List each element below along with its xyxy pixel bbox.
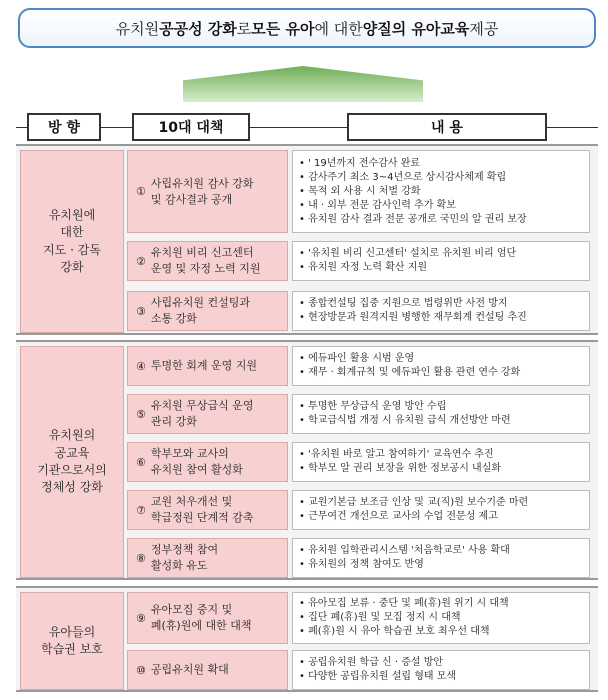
measure-label: 사립유치원 감사 강화 및 감사결과 공개 bbox=[150, 176, 254, 206]
measure-number: ② bbox=[136, 254, 146, 268]
measure-number: ⑦ bbox=[136, 503, 146, 517]
measure-number: ③ bbox=[136, 304, 146, 318]
content-point: • '유치원 바로 알고 참여하기' 교육연수 추진 bbox=[299, 448, 589, 462]
measure-item bbox=[127, 394, 288, 434]
content-point: • 현장방문과 원격지원 병행한 재무회계 컨설팅 추진 bbox=[299, 311, 589, 325]
measure-number: ① bbox=[136, 185, 146, 198]
title-part: 에 대한 bbox=[314, 19, 363, 38]
content-point: • 유치원 감사 결과 전문 공개로 국민의 알 권리 보장 bbox=[299, 213, 589, 227]
content-point: • 폐(휴)원 시 유아 학습권 보호 최우선 대책 bbox=[299, 625, 589, 639]
measure-item bbox=[127, 241, 288, 281]
content-point: • ' 19년까지 전수감사 완료 bbox=[299, 157, 589, 171]
content-box bbox=[292, 538, 590, 578]
direction-group bbox=[16, 340, 598, 580]
content-box bbox=[292, 592, 590, 644]
measure-number: ⑧ bbox=[136, 551, 146, 565]
content-point: • '유치원 비리 신고센터' 설치로 유치원 비리 엄단 bbox=[299, 247, 589, 261]
content-point: • 교원기본급 보조금 인상 및 교(직)원 보수기준 마련 bbox=[299, 496, 589, 510]
measure-number: ⑩ bbox=[136, 663, 146, 677]
title-part: 공공성 강화 bbox=[159, 19, 237, 38]
content-point: • 다양한 공립유치원 설립 형태 모색 bbox=[299, 670, 589, 684]
title-part: 유치원 bbox=[115, 19, 160, 38]
measure-label: 유치원 비리 신고센터 운영 및 자정 노력 지원 bbox=[150, 246, 261, 275]
direction-group bbox=[16, 586, 598, 692]
content-point: • 감사주기 최소 3~4년으로 상시감사체제 확립 bbox=[299, 171, 589, 185]
measure-item bbox=[127, 538, 288, 578]
measure-label: 유치원 무상급식 운영 관리 강화 bbox=[150, 399, 254, 428]
content-point: • 학부모 알 권리 보장을 위한 정보공시 내실화 bbox=[299, 462, 589, 476]
content-point: • 재무 · 회계규칙 및 에듀파인 활용 관련 연수 강화 bbox=[299, 366, 589, 380]
measure-item bbox=[127, 490, 288, 530]
measures-header: 10대 대책 bbox=[132, 113, 250, 141]
title-part: 양질의 유아교육 bbox=[362, 19, 470, 38]
content-point: • 근무여건 개선으로 교사의 수업 전문성 제고 bbox=[299, 510, 589, 524]
direction-label: 유아들의 학습권 보호 bbox=[20, 592, 124, 690]
measure-number: ⑤ bbox=[136, 407, 146, 421]
content-point: • 에듀파인 활용 시범 운영 bbox=[299, 352, 589, 366]
measure-item bbox=[127, 442, 288, 482]
up-arrow-icon bbox=[183, 66, 423, 102]
content-box bbox=[292, 346, 590, 386]
content-header: 내 용 bbox=[347, 113, 547, 141]
measure-label: 정부정책 참여 활성화 유도 bbox=[150, 543, 219, 572]
measure-item bbox=[127, 291, 288, 331]
measure-number: ⑥ bbox=[136, 455, 146, 469]
measure-item bbox=[127, 592, 288, 644]
page-title bbox=[18, 8, 596, 48]
direction-group bbox=[16, 144, 598, 335]
content-box bbox=[292, 241, 590, 281]
content-point: • 내 · 외부 전문 감사인력 추가 확보 bbox=[299, 199, 589, 213]
content-point: • 유아모집 보류 · 중단 및 폐(휴)원 위기 시 대책 bbox=[299, 597, 589, 611]
content-box bbox=[292, 291, 590, 331]
content-point: • 유치원 입학관리시스템 '처음학교로' 사용 확대 bbox=[299, 544, 589, 558]
direction-label: 유치원의 공교육 기관으로서의 정체성 강화 bbox=[20, 346, 124, 578]
measure-label: 공립유치원 확대 bbox=[150, 663, 229, 677]
content-point: • 투명한 무상급식 운영 방안 수립 bbox=[299, 400, 589, 414]
measure-item bbox=[127, 150, 288, 233]
measure-number: ⑨ bbox=[136, 611, 146, 625]
content-point: • 공립유치원 학급 신 · 증설 방안 bbox=[299, 656, 589, 670]
content-point: • 목적 외 사용 시 처벌 강화 bbox=[299, 185, 589, 199]
title-part: 제공 bbox=[469, 19, 499, 38]
content-box bbox=[292, 490, 590, 530]
content-box bbox=[292, 442, 590, 482]
measure-item bbox=[127, 650, 288, 690]
title-part: 모든 유아 bbox=[251, 19, 315, 38]
title-part: 로 bbox=[236, 19, 252, 38]
measure-label: 투명한 회계 운영 지원 bbox=[150, 359, 257, 373]
content-box bbox=[292, 650, 590, 690]
content-point: • 집단 폐(휴)원 및 모집 정지 시 대책 bbox=[299, 611, 589, 625]
measure-number: ④ bbox=[136, 359, 146, 373]
direction-header: 방 향 bbox=[27, 113, 101, 141]
content-box bbox=[292, 394, 590, 434]
content-box bbox=[292, 150, 590, 233]
content-point: • 학교급식법 개정 시 유치원 급식 개선방안 마련 bbox=[299, 414, 589, 428]
content-point: • 유치원의 정책 참여도 반영 bbox=[299, 558, 589, 572]
measure-label: 교원 처우개선 및 학급정원 단계적 감축 bbox=[150, 495, 254, 524]
content-point: • 유치원 자정 노력 확산 지원 bbox=[299, 261, 589, 275]
measure-label: 학부모와 교사의 유치원 참여 활성화 bbox=[150, 447, 243, 476]
content-point: • 종합컨설팅 집중 지원으로 법령위반 사전 방지 bbox=[299, 297, 589, 311]
direction-label: 유치원에 대한 지도 · 감독 강화 bbox=[20, 150, 124, 333]
measure-label: 유아모집 중지 및 폐(휴)원에 대한 대책 bbox=[150, 603, 252, 632]
measure-label: 사립유치원 컨설팅과 소통 강화 bbox=[150, 296, 251, 325]
measure-item bbox=[127, 346, 288, 386]
